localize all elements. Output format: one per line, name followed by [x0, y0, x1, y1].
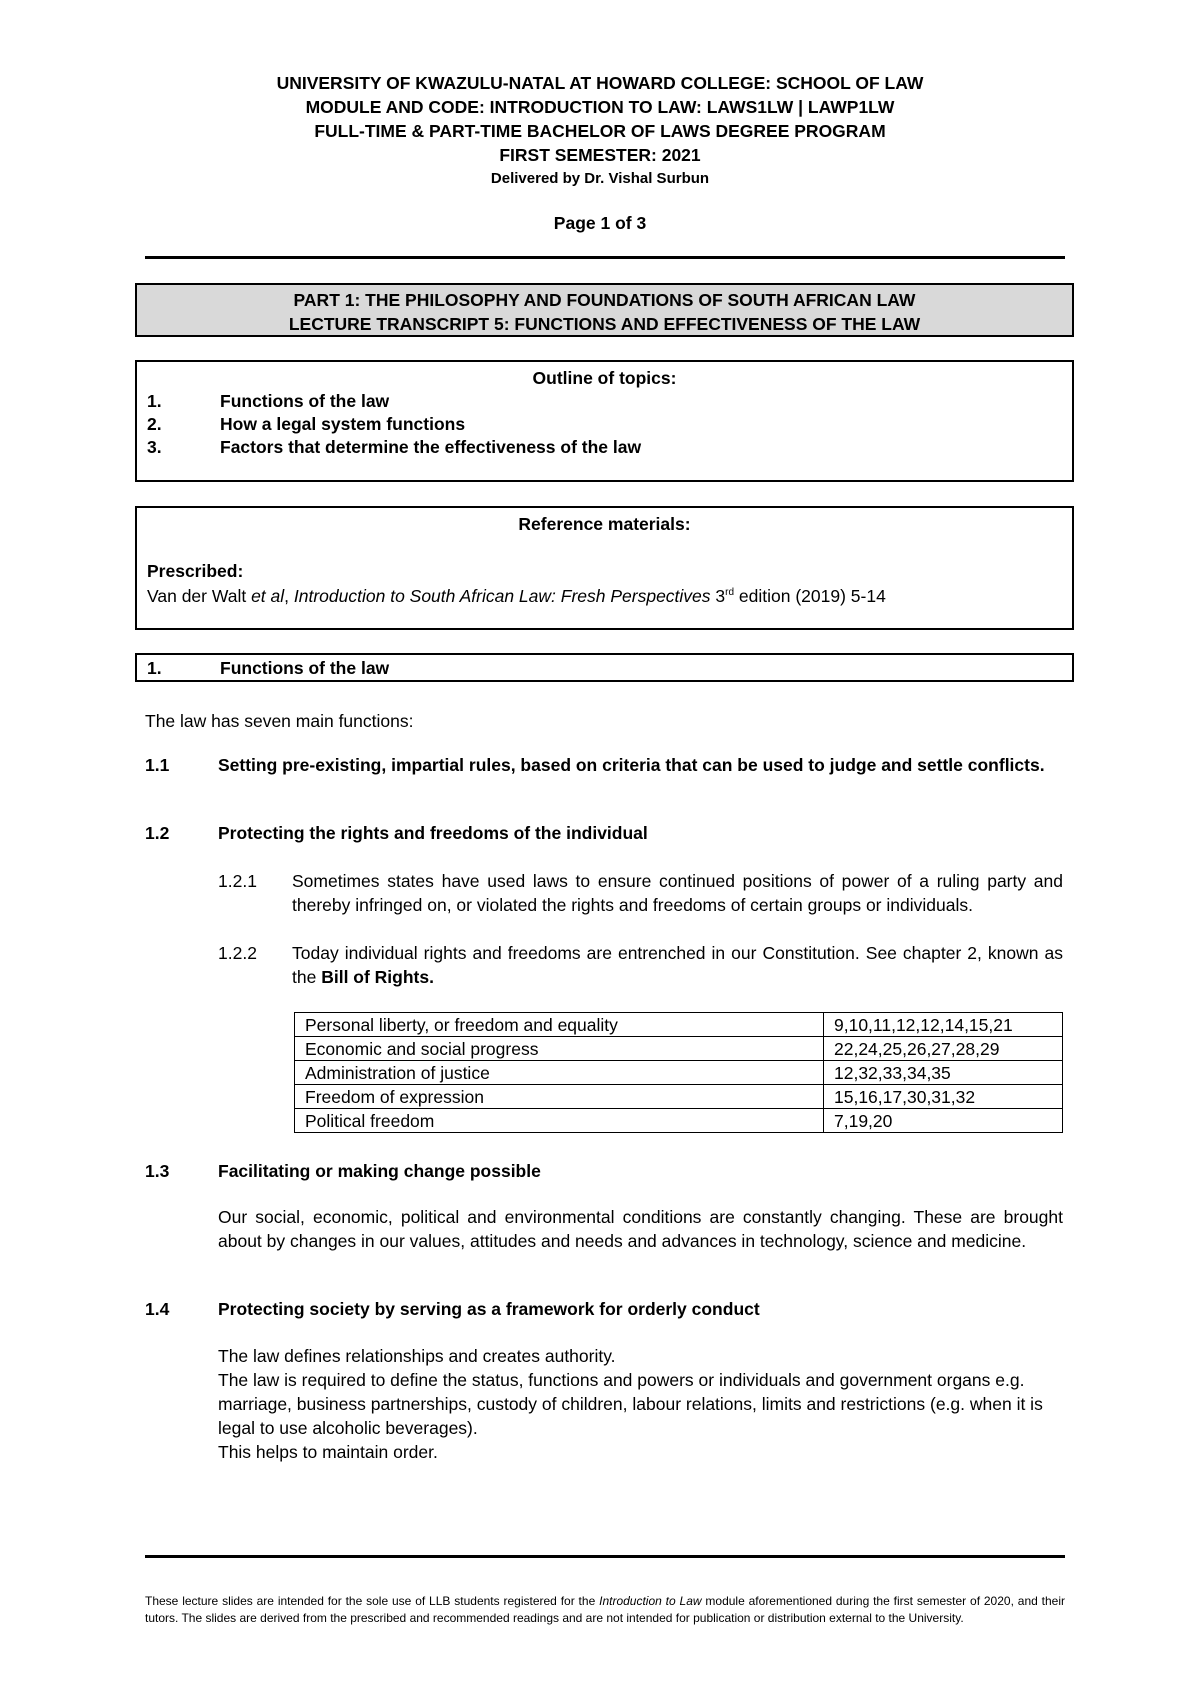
subsection-number: 1.1 [145, 755, 170, 775]
subsection-title: Setting pre-existing, impartial rules, based on criteria that can be used to judge and settle conflicts. [218, 755, 1045, 775]
footer-disclaimer [145, 1593, 1065, 1627]
page-number: Page 1 of 3 [553, 213, 647, 233]
section-title: Functions of the law [220, 658, 390, 678]
citation-separator: , [284, 585, 294, 606]
lecture-title-box [135, 283, 1074, 337]
section-heading-box [135, 653, 1074, 682]
citation-author: Van der Walt [147, 585, 252, 606]
paragraph-text: Sometimes states have used laws to ensure continued positions of power of a ruling party and thereby infringed on, or violated the rights and freedoms of certain groups or individuals. [292, 871, 1063, 915]
outline-number: 1. [147, 391, 162, 411]
citation-details: edition (2019) 5-14 [734, 585, 886, 606]
subsection-text: Our social, economic, political and environmental conditions are constantly changing. These are brought about by changes in our values, attitudes and needs and advances in technology, science and medicine. [218, 1207, 1063, 1251]
citation-edition: 3 [710, 585, 726, 606]
transcript-title: LECTURE TRANSCRIPT 5: FUNCTIONS AND EFFECTIVENESS OF THE LAW [288, 314, 921, 334]
table-cell: 22,24,25,26,27,28,29 [824, 1037, 1063, 1061]
table-cell: Administration of justice [295, 1061, 824, 1085]
part-title: PART 1: THE PHILOSOPHY AND FOUNDATIONS OF SOUTH AFRICAN LAW [293, 290, 916, 310]
program-heading: FULL-TIME & PART-TIME BACHELOR OF LAWS DEGREE PROGRAM [314, 121, 886, 141]
text-line: This helps to maintain order. [218, 1442, 438, 1462]
semester-heading: FIRST SEMESTER: 2021 [499, 145, 701, 165]
subsection-number: 1.4 [145, 1299, 170, 1319]
outline-item: How a legal system functions [220, 414, 466, 434]
outline-item: Functions of the law [220, 391, 390, 411]
outline-number: 2. [147, 414, 162, 434]
citation-title: Introduction to South African Law: Fresh Perspectives [293, 585, 711, 606]
prescribed-citation [147, 581, 886, 608]
table-row [295, 1037, 1063, 1061]
outline-heading: Outline of topics: [532, 368, 677, 388]
footer-module-name: Introduction to Law [599, 1594, 702, 1608]
table-cell: Economic and social progress [295, 1037, 824, 1061]
paragraph-text [292, 941, 1063, 989]
table-cell: 15,16,17,30,31,32 [824, 1085, 1063, 1109]
bill-of-rights: Bill of Rights. [321, 967, 434, 987]
table-cell: 12,32,33,34,35 [824, 1061, 1063, 1085]
outline-number: 3. [147, 437, 162, 457]
subsection-title: Facilitating or making change possible [218, 1161, 541, 1181]
module-heading: MODULE AND CODE: INTRODUCTION TO LAW: LAWS1LW | LAWP1LW [305, 97, 895, 117]
paragraph-body: Today individual rights and freedoms are entrenched in our Constitution. See chapter 2, known as the [292, 943, 1063, 987]
citation-et-al: et al [251, 585, 285, 606]
lecturer-line: Delivered by Dr. Vishal Surbun [490, 170, 710, 187]
subsection-title: Protecting society by serving as a framework for orderly conduct [218, 1299, 760, 1319]
paragraph-number: 1.2.1 [218, 871, 257, 891]
subsection-number: 1.3 [145, 1161, 170, 1181]
university-heading: UNIVERSITY OF KWAZULU-NATAL AT HOWARD COLLEGE: SCHOOL OF LAW [276, 73, 924, 93]
table-cell: Freedom of expression [295, 1085, 824, 1109]
subsection-title: Protecting the rights and freedoms of the individual [218, 823, 648, 843]
citation-superscript: rd [725, 587, 735, 598]
header-divider [145, 256, 1065, 259]
text-line: The law is required to define the status, functions and powers or individuals and government organs e.g. marriage, business partnerships, custody of children, labour relations, limits and restrictions (e.g. when it is legal to use alcoholic beverages). [218, 1370, 1043, 1438]
table-cell: Political freedom [295, 1109, 824, 1133]
table-cell: 9,10,11,12,12,14,15,21 [824, 1013, 1063, 1037]
section-number: 1. [147, 658, 162, 678]
rights-table [294, 1012, 1063, 1133]
outline-box [135, 360, 1074, 482]
table-row [295, 1085, 1063, 1109]
reference-box [135, 506, 1074, 630]
section-intro: The law has seven main functions: [145, 711, 414, 731]
table-row [295, 1013, 1063, 1037]
prescribed-label: Prescribed: [147, 561, 244, 581]
reference-heading: Reference materials: [518, 514, 691, 534]
outline-item: Factors that determine the effectiveness of the law [220, 437, 642, 457]
footer-divider [145, 1555, 1065, 1558]
subsection-number: 1.2 [145, 823, 170, 843]
table-cell: Personal liberty, or freedom and equality [295, 1013, 824, 1037]
table-cell: 7,19,20 [824, 1109, 1063, 1133]
table-row [295, 1061, 1063, 1085]
paragraph-number: 1.2.2 [218, 943, 257, 963]
table-row [295, 1109, 1063, 1133]
text-line: The law defines relationships and creates authority. [218, 1346, 616, 1366]
footer-text: module aforementioned during the first semester of 2020, and their tutors. The slides are derived from the prescribed and recommended readings and are not intended for publication or distribution external to the University. [145, 1594, 1065, 1625]
footer-text: These lecture slides are intended for the sole use of LLB students registered for the [145, 1594, 600, 1608]
subsection-text [218, 1344, 1063, 1464]
